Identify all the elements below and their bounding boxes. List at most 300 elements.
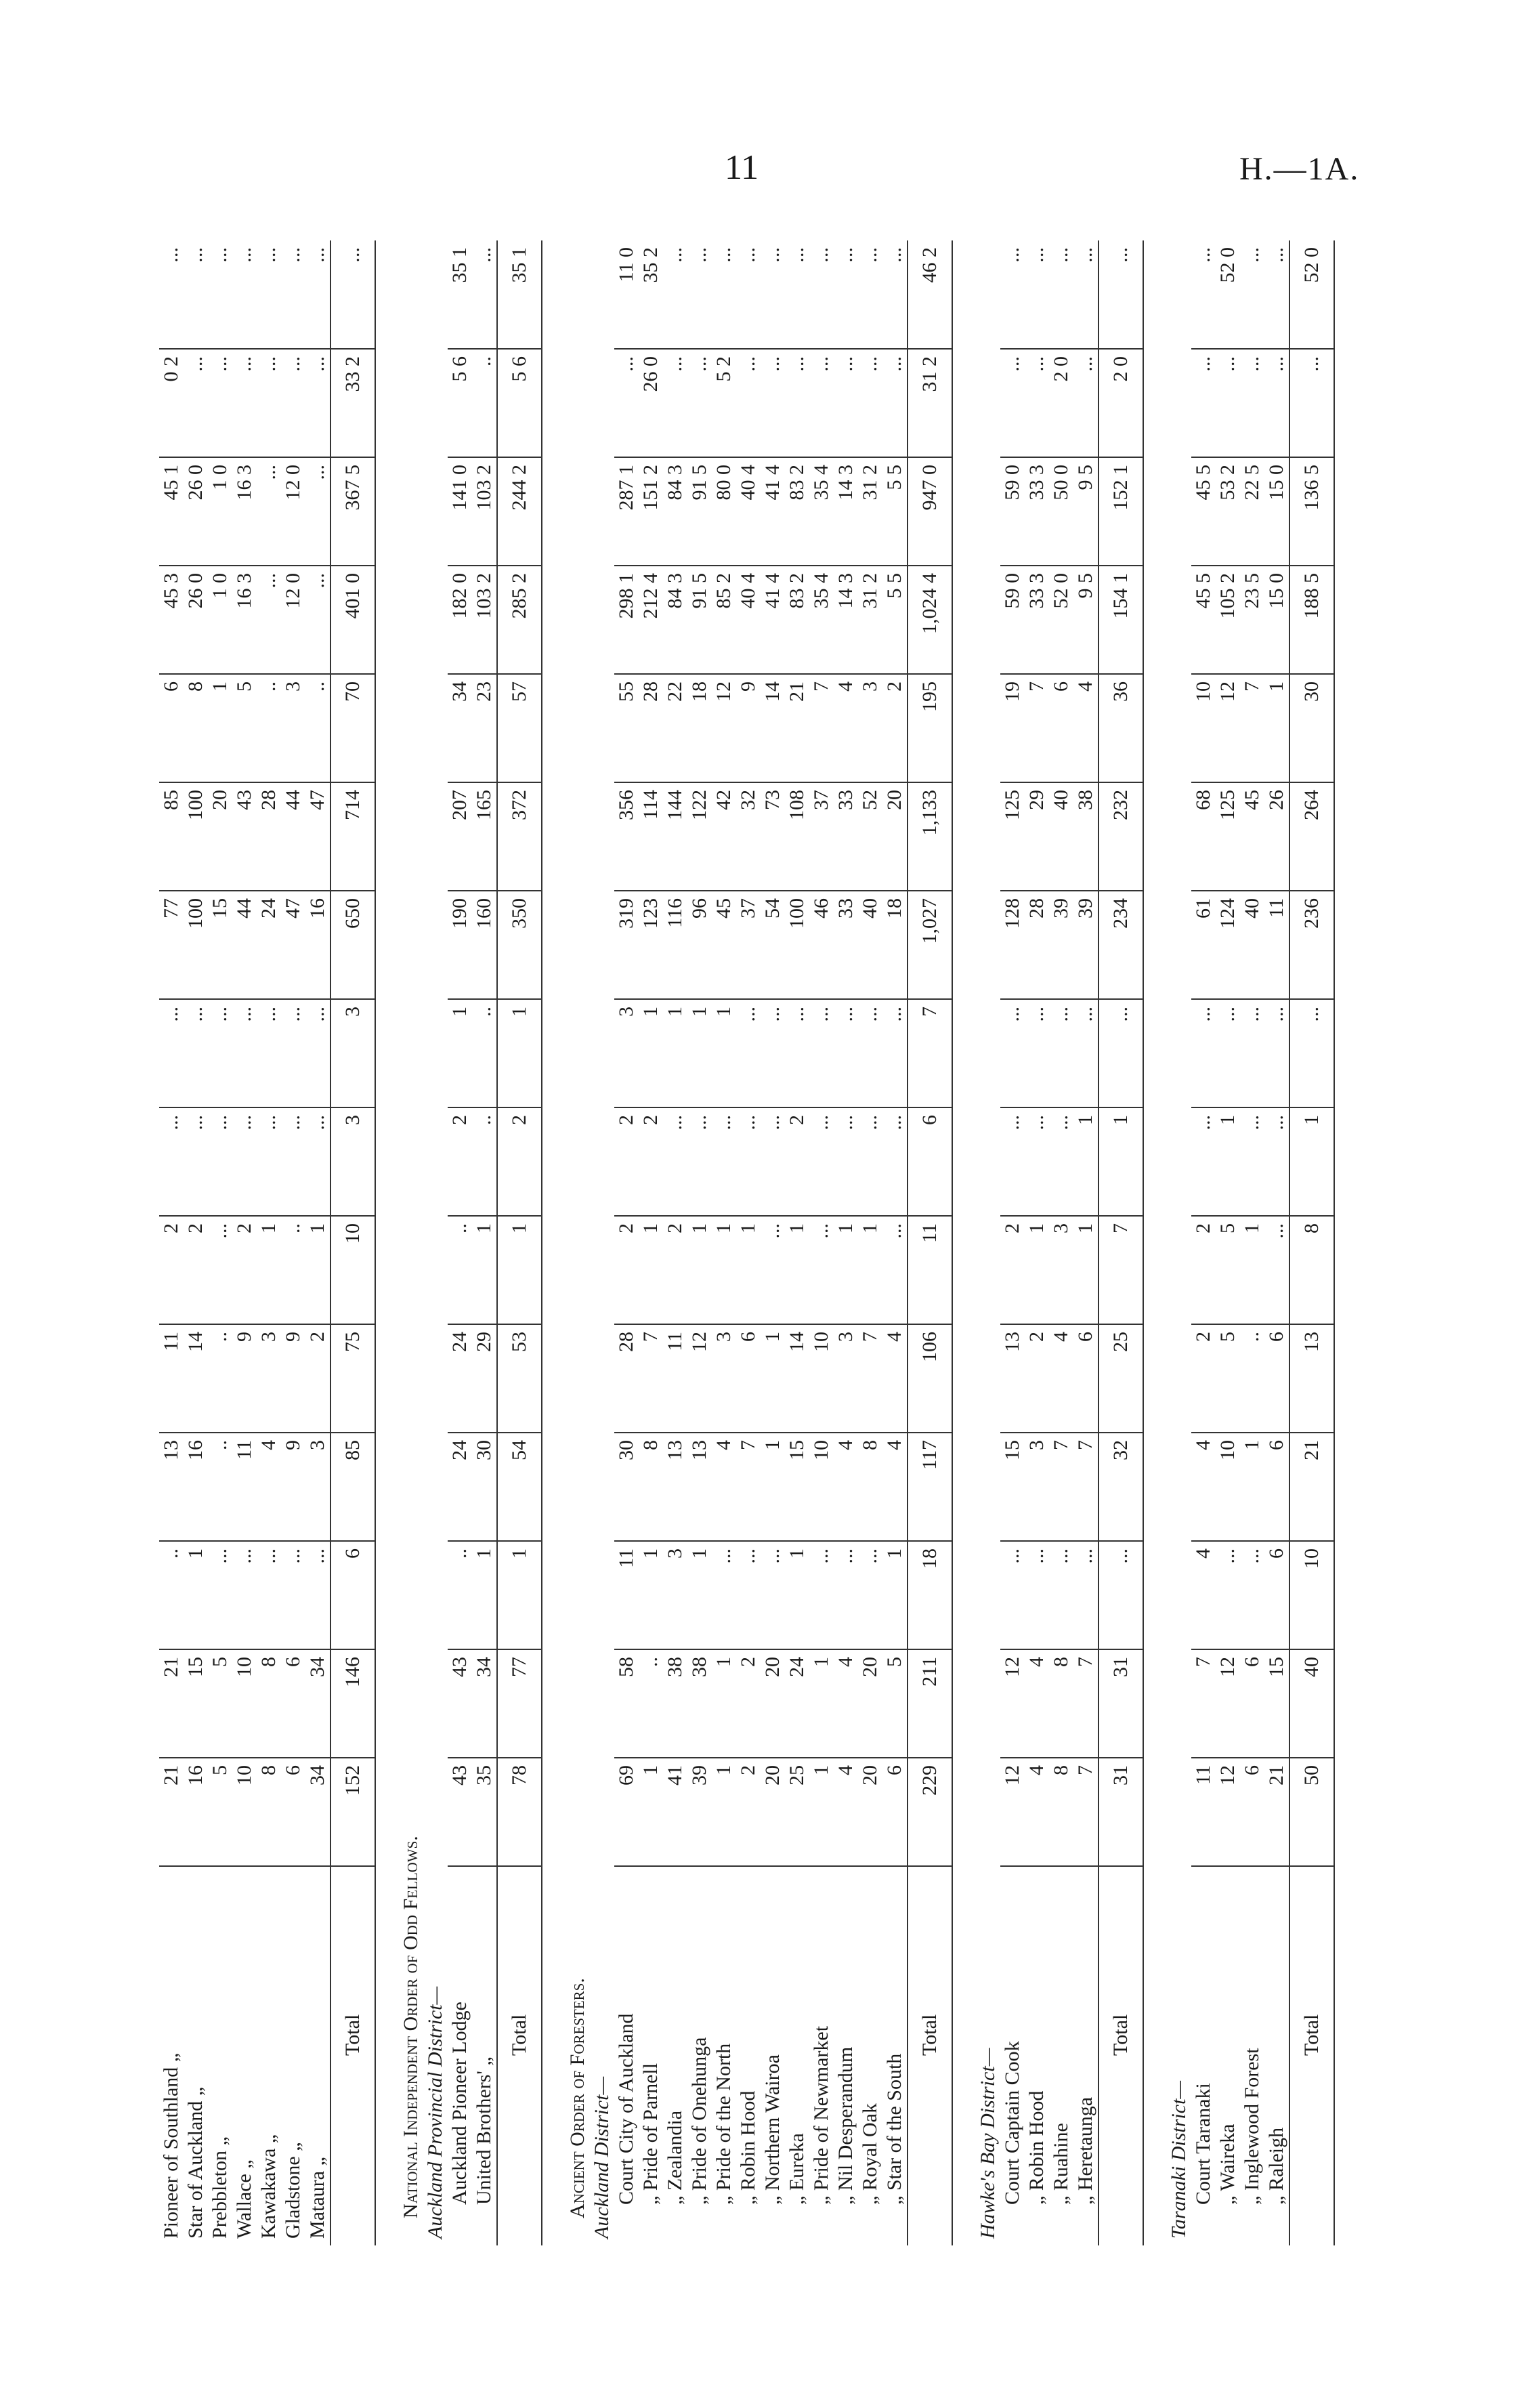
value-cell: 85 [159,782,184,891]
value-cell: ... [712,1107,736,1216]
value-cell: 3 [330,1107,375,1216]
value-cell: 2 [184,1216,208,1324]
row-label [1216,1866,1240,2245]
value-cell: ... [184,349,208,457]
value-cell: .. [472,999,497,1107]
value-cell: .. [448,1541,472,1649]
row-label-text: Total [1300,2014,1323,2056]
value-cell: 1 [639,1216,663,1324]
value-cell: 33 [834,891,858,999]
value-cell: 1 [1289,1107,1334,1216]
value-cell: .. [448,1216,472,1324]
value-cell: 2 [614,1107,639,1216]
value-cell: 31 [1098,1758,1143,1866]
value-cell: 3 [330,999,375,1107]
value-cell: 195 [908,674,952,782]
value-cell: 1 [736,1216,761,1324]
value-cell: ... [834,1541,858,1649]
value-cell: ... [736,1541,761,1649]
value-cell: 33 2 [330,349,375,457]
value-cell: 2 [1000,1216,1025,1324]
value-cell: ... [858,1107,882,1216]
value-cell: ... [1216,349,1240,457]
value-cell: 7 [1025,674,1049,782]
value-cell: 105 2 [1216,566,1240,674]
value-cell: 7 [858,1324,882,1433]
row-label-text: „ Pride of Parnell [639,2063,662,2205]
spacer-cell [952,240,976,2245]
value-cell: 1 [882,1541,908,1649]
value-cell: 38 [687,1649,712,1758]
value-cell: 20 [761,1649,785,1758]
value-cell: 16 3 [232,566,257,674]
table-row [159,240,184,2245]
value-cell: ... [663,240,687,349]
value-cell: 85 2 [712,566,736,674]
table-row [232,240,257,2245]
value-cell: 8 [639,1433,663,1541]
row-label [858,1866,882,2245]
value-cell: ... [1073,999,1098,1107]
value-cell: ... [687,1107,712,1216]
value-cell: 1 [497,1541,542,1649]
value-cell: 350 [497,891,542,999]
value-cell: 10 [1191,674,1216,782]
value-cell: 7 [809,674,834,782]
value-cell: 1 [1098,1107,1143,1216]
value-cell: 18 [687,674,712,782]
value-cell: ... [232,999,257,1107]
value-cell: 31 2 [858,457,882,566]
row-label-text: United Brothers' „ [473,2056,495,2205]
value-cell: 1 [687,999,712,1107]
value-cell: 12 0 [281,457,305,566]
value-cell: 12 [687,1324,712,1433]
value-cell: ... [159,240,184,349]
row-label-text: Auckland Pioneer Lodge [448,2002,471,2205]
value-cell: 15 [1000,1433,1025,1541]
value-cell: 25 [785,1758,809,1866]
value-cell: 2 [1025,1324,1049,1433]
total-row [908,240,952,2245]
value-cell: ... [882,349,908,457]
row-label [448,1866,472,2245]
value-cell: 15 [1264,1649,1289,1758]
value-cell: 52 [858,782,882,891]
value-cell: 1 [712,1758,736,1866]
value-cell: 45 1 [159,457,184,566]
value-cell: 124 [1216,891,1240,999]
value-cell: 5 [208,1758,232,1866]
value-cell: 14 3 [834,566,858,674]
value-cell: 16 [305,891,330,999]
value-cell: ... [281,1107,305,1216]
row-label-text: „ Royal Oak [859,2103,881,2205]
value-cell: 32 [736,782,761,891]
value-cell: ... [809,240,834,349]
value-cell: 144 [663,782,687,891]
value-cell: 24 [448,1433,472,1541]
value-cell: ... [1000,349,1025,457]
value-cell: 11 [908,1216,952,1324]
value-cell: 11 [614,1541,639,1649]
value-cell: 2 [614,1216,639,1324]
value-cell: 24 [257,891,281,999]
value-cell: 3 [1049,1216,1073,1324]
value-cell: 11 [232,1433,257,1541]
value-cell: 1 [639,1758,663,1866]
value-cell: 13 [687,1433,712,1541]
value-cell: 18 [882,891,908,999]
value-cell: 40 [858,891,882,999]
value-cell: 8 [1049,1649,1073,1758]
value-cell: 1 [1216,1107,1240,1216]
row-label [184,1866,208,2245]
value-cell: 9 [736,674,761,782]
value-cell: 33 [834,782,858,891]
value-cell: 1 [257,1216,281,1324]
value-cell: 11 0 [614,240,639,349]
spacer-row [542,240,566,2245]
row-label-text: „ Pride of the North [712,2043,735,2205]
value-cell: 26 0 [639,349,663,457]
value-cell: 4 [257,1433,281,1541]
row-label-text: „ Raleigh [1265,2127,1287,2205]
value-cell: ... [232,240,257,349]
row-label [208,1866,232,2245]
value-cell: ... [232,1107,257,1216]
value-cell: ... [257,1541,281,1649]
value-cell: ... [1240,240,1264,349]
value-cell: 44 [281,782,305,891]
row-label-text: „ Robin Hood [1025,2090,1048,2205]
value-cell: 100 [184,891,208,999]
value-cell: 43 [448,1649,472,1758]
row-label [663,1866,687,2245]
value-cell: 30 [472,1433,497,1541]
value-cell: ... [1240,349,1264,457]
value-cell: 1 [712,1216,736,1324]
value-cell: 15 0 [1264,566,1289,674]
value-cell: ... [1098,240,1143,349]
value-cell: 32 [1098,1433,1143,1541]
value-cell: ... [1240,1541,1264,1649]
value-cell: ... [882,1216,908,1324]
value-cell: 188 5 [1289,566,1334,674]
value-cell: 39 [1073,891,1098,999]
value-cell: 29 [1025,782,1049,891]
value-cell: 20 [882,782,908,891]
value-cell: 6 [281,1758,305,1866]
value-cell: 11 [663,1324,687,1433]
value-cell: .. [472,349,497,457]
value-cell: ... [1073,1541,1098,1649]
value-cell: 125 [1216,782,1240,891]
value-cell: 91 5 [687,566,712,674]
value-cell: 40 4 [736,457,761,566]
value-cell: 5 5 [882,457,908,566]
value-cell: 52 0 [1049,566,1073,674]
table-row [736,240,761,2245]
row-label [1073,1866,1098,2245]
value-cell: 5 5 [882,566,908,674]
value-cell: 13 [1289,1324,1334,1433]
value-cell: 8 [184,674,208,782]
value-cell: 10 [809,1324,834,1433]
value-cell: 46 2 [908,240,952,349]
value-cell: 59 0 [1000,566,1025,674]
value-cell: 3 [281,674,305,782]
value-cell: 287 1 [614,457,639,566]
row-label-text: „ Nil Desperandum [834,2046,857,2205]
value-cell: 23 [472,674,497,782]
value-cell: 20 [208,782,232,891]
value-cell: 650 [330,891,375,999]
row-label [1240,1866,1264,2245]
value-cell: 10 [330,1216,375,1324]
value-cell: 12 [1216,1758,1240,1866]
value-cell: ... [1000,240,1025,349]
row-label [809,1866,834,2245]
value-cell: 6 [281,1649,305,1758]
value-cell: ... [257,999,281,1107]
value-cell: ... [305,349,330,457]
value-cell: 37 [809,782,834,891]
table-row [882,240,908,2245]
value-cell: ... [712,240,736,349]
value-cell: 15 0 [1264,457,1289,566]
table-row [472,240,497,2245]
row-label-text: Court Captain Cook [1001,2041,1023,2205]
value-cell: 8 [858,1433,882,1541]
value-cell: 9 [232,1324,257,1433]
value-cell: .. [208,1433,232,1541]
value-cell: 211 [908,1649,952,1758]
row-label-text: Mataura „ [306,2157,328,2239]
value-cell: ... [687,240,712,349]
value-cell: 12 [1216,674,1240,782]
value-cell: 1 [809,1649,834,1758]
value-cell: 20 [761,1758,785,1866]
value-cell: ... [257,349,281,457]
value-cell: 37 [736,891,761,999]
value-cell: ... [184,999,208,1107]
value-cell: 1 [712,1649,736,1758]
friendly-societies-table [159,240,1335,2245]
value-cell: 28 [1025,891,1049,999]
value-cell: 34 [448,674,472,782]
value-cell: 2 [882,674,908,782]
value-cell: 30 [614,1433,639,1541]
row-label-text: Pioneer of Southland „ [160,2052,182,2239]
value-cell: ... [1216,1541,1240,1649]
value-cell: 16 3 [232,457,257,566]
value-cell: 1 [785,1541,809,1649]
value-cell: 1 [785,1216,809,1324]
value-cell: 116 [663,891,687,999]
value-cell: .. [281,1216,305,1324]
value-cell: ... [882,999,908,1107]
value-cell: ... [1049,240,1073,349]
row-label-text: Wallace „ [233,2159,255,2239]
value-cell: 77 [497,1649,542,1758]
row-label-text: Court City of Auckland [615,2013,637,2205]
value-cell: ... [208,1541,232,1649]
value-cell: ... [305,1107,330,1216]
row-label [687,1866,712,2245]
table-row [184,240,208,2245]
value-cell: 182 0 [448,566,472,674]
value-cell: 57 [497,674,542,782]
value-cell: 68 [1191,782,1216,891]
value-cell: 35 1 [497,240,542,349]
value-cell: 28 [257,782,281,891]
row-label [232,1866,257,2245]
value-cell: 947 0 [908,457,952,566]
value-cell: 26 [1264,782,1289,891]
value-cell: 45 [712,891,736,999]
value-cell: 15 [208,891,232,999]
row-label-text: „ Star of the South [883,2053,905,2205]
value-cell: ... [1025,1107,1049,1216]
value-cell: ... [257,240,281,349]
value-cell: 43 [448,1758,472,1866]
table-row [639,240,663,2245]
value-cell: 401 0 [330,566,375,674]
table-row [1216,240,1240,2245]
value-cell: 14 3 [834,457,858,566]
row-label [281,1866,305,2245]
value-cell: ... [809,1216,834,1324]
value-cell: 1 [858,1216,882,1324]
value-cell: 45 5 [1191,457,1216,566]
value-cell: 207 [448,782,472,891]
value-cell: 2 [232,1216,257,1324]
row-label [159,1866,184,2245]
value-cell: 54 [497,1433,542,1541]
value-cell: ... [1264,240,1289,349]
value-cell: ... [1098,999,1143,1107]
total-row [1098,240,1143,2245]
value-cell: ... [1000,999,1025,1107]
value-cell: 40 4 [736,566,761,674]
value-cell: 100 [785,891,809,999]
row-label-text: Total [1109,2014,1132,2056]
value-cell: 128 [1000,891,1025,999]
value-cell: 3 [834,1324,858,1433]
row-label [1049,1866,1073,2245]
value-cell: 264 [1289,782,1334,891]
row-label-text: Court Taranaki [1192,2083,1214,2205]
value-cell: ... [809,1107,834,1216]
value-cell: ... [736,999,761,1107]
value-cell: 1 [184,1541,208,1649]
value-cell: 14 [761,674,785,782]
value-cell: 28 [639,674,663,782]
value-cell: 23 5 [1240,566,1264,674]
row-label [1098,1866,1143,2245]
value-cell: ... [1264,1216,1289,1324]
row-label-text: Total [508,2014,530,2056]
value-cell: 53 2 [1216,457,1240,566]
value-cell: 1 [1240,1433,1264,1541]
value-cell: ... [761,1541,785,1649]
value-cell: ... [834,999,858,1107]
value-cell: ... [858,240,882,349]
value-cell: ... [1264,349,1289,457]
value-cell: ... [882,1107,908,1216]
row-label [305,1866,330,2245]
value-cell: 26 0 [184,457,208,566]
value-cell: 31 2 [908,349,952,457]
value-cell: ... [1191,240,1216,349]
value-cell: 103 2 [472,457,497,566]
value-cell: ... [834,240,858,349]
value-cell: 4 [1191,1433,1216,1541]
spacer-row [1143,240,1167,2245]
value-cell: 1,133 [908,782,952,891]
value-cell: 77 [159,891,184,999]
value-cell: 16 [184,1758,208,1866]
row-label-text: Prebbleton „ [209,2136,231,2239]
value-cell: ... [281,349,305,457]
value-cell: 4 [1191,1541,1216,1649]
value-cell: ... [305,1541,330,1649]
value-cell: 80 0 [712,457,736,566]
value-cell: 1 0 [208,566,232,674]
value-cell: 1 [761,1433,785,1541]
value-cell: 298 1 [614,566,639,674]
value-cell: 41 [663,1758,687,1866]
value-cell: ... [1264,999,1289,1107]
value-cell: 100 [184,782,208,891]
value-cell: 31 [1098,1649,1143,1758]
row-label [1264,1866,1289,2245]
district-heading-row [976,240,1000,2245]
value-cell: ... [834,349,858,457]
value-cell: .. [472,1107,497,1216]
section-heading: Ancient Order of Foresters. [566,1978,589,2218]
value-cell: ... [1000,1107,1025,1216]
value-cell: 4 [1073,674,1098,782]
value-cell: 52 0 [1289,240,1334,349]
value-cell: 234 [1098,891,1143,999]
value-cell: 151 2 [639,457,663,566]
value-cell: 103 2 [472,566,497,674]
spacer-cell [542,240,566,2245]
value-cell: ... [858,349,882,457]
value-cell: 6 [1264,1541,1289,1649]
value-cell: 35 2 [639,240,663,349]
value-cell: 22 5 [1240,457,1264,566]
value-cell: 47 [305,782,330,891]
document-reference: H.—1A. [1239,151,1360,187]
value-cell: ... [761,1216,785,1324]
value-cell: .. [305,674,330,782]
value-cell: 154 1 [1098,566,1143,674]
value-cell: ... [809,349,834,457]
value-cell: ... [1289,999,1334,1107]
value-cell: 29 [472,1324,497,1433]
table-row [1264,240,1289,2245]
value-cell: 26 0 [184,566,208,674]
table-row [712,240,736,2245]
value-cell: 5 [1216,1324,1240,1433]
value-cell: 136 5 [1289,457,1334,566]
value-cell: 3 [712,1324,736,1433]
value-cell: 43 [232,782,257,891]
value-cell: 47 [281,891,305,999]
